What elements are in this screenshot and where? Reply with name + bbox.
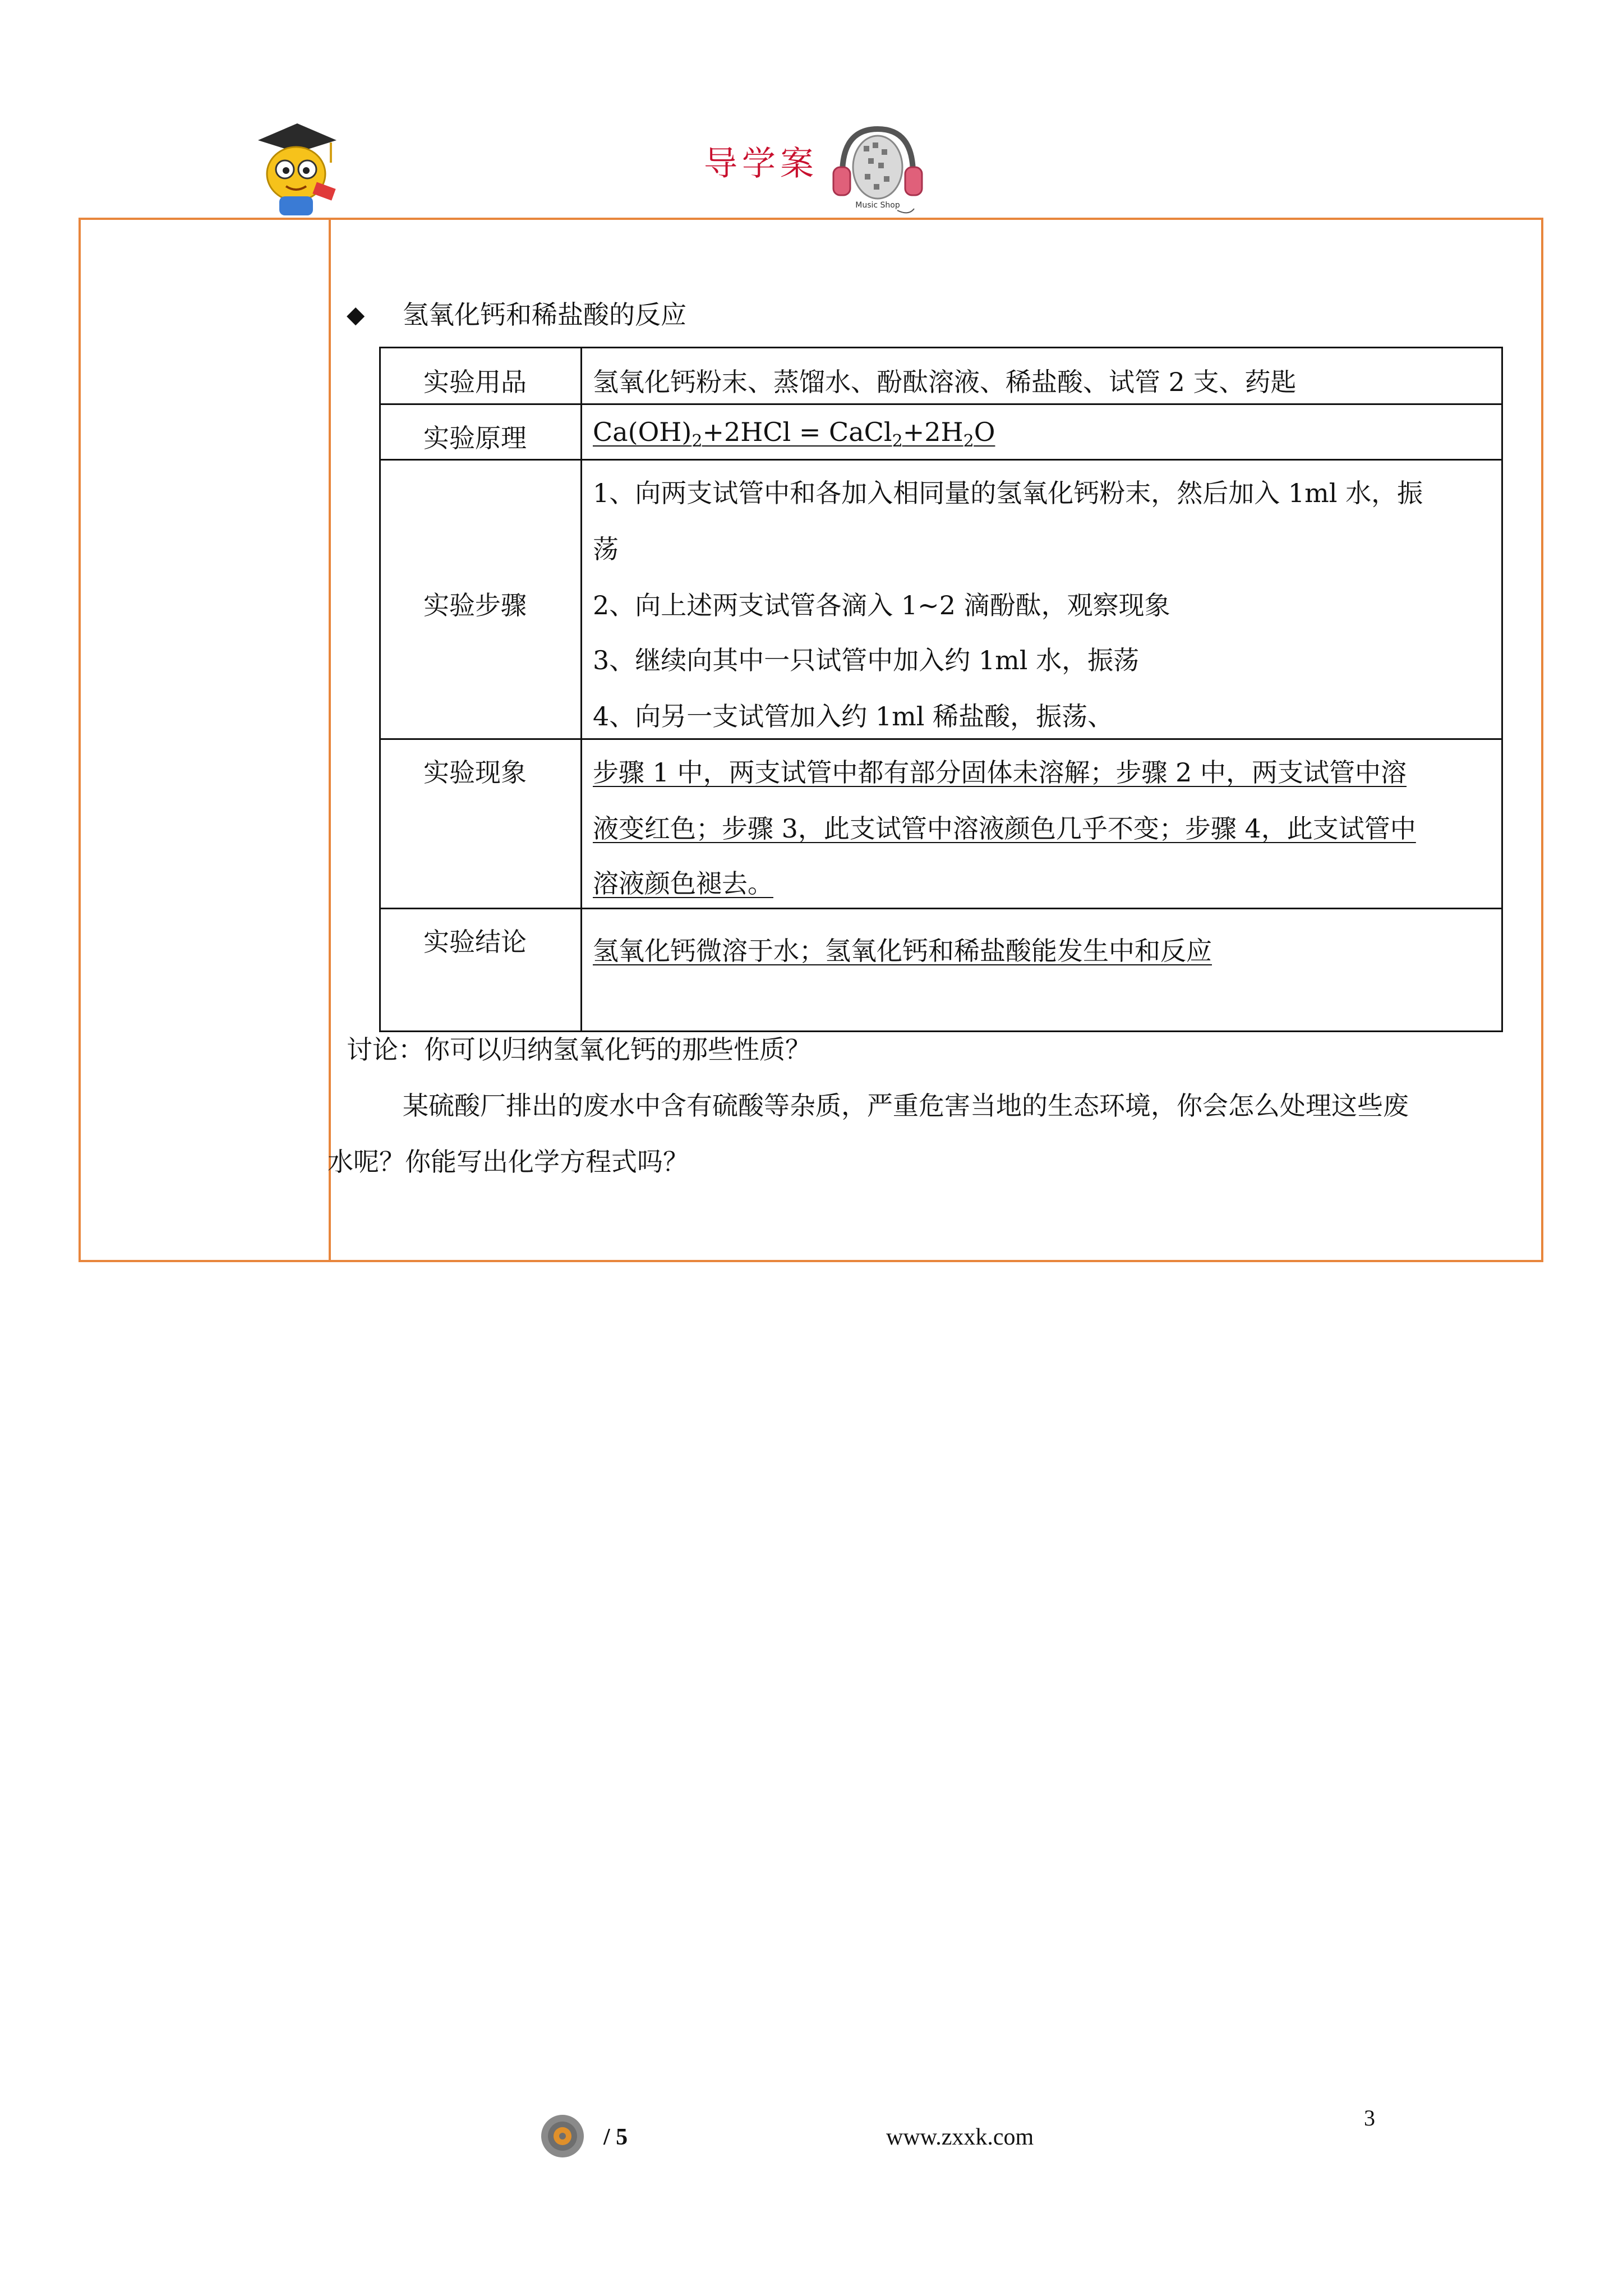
phenomena-line: 液变红色；步骤 3，此支试管中溶液颜色几乎不变；步骤 4，此支试管中	[593, 813, 1416, 844]
paragraph-line: 水呢？你能写出化学方程式吗？	[328, 1147, 689, 1177]
diamond-bullet-icon: ◆	[347, 301, 365, 328]
frame-divider	[329, 218, 331, 1262]
table-column-divider	[580, 348, 582, 1030]
table-row-divider	[381, 403, 1501, 405]
disc-icon	[540, 2114, 585, 2159]
paragraph-line: 某硫酸厂排出的废水中含有硫酸等杂质，严重危害当地的生态环境，你会怎么处理这些废	[403, 1091, 1409, 1121]
header-title: 导学案	[704, 144, 818, 183]
conclusion-text: 氢氧化钙微溶于水；氢氧化钙和稀盐酸能发生中和反应	[593, 936, 1212, 966]
step-line: 1、向两支试管中和各加入相同量的氢氧化钙粉末，然后加入 1ml 水，振	[593, 478, 1423, 508]
row-label-materials: 实验用品	[423, 367, 527, 397]
page-total: / 5	[603, 2124, 628, 2150]
step-line: 荡	[593, 534, 619, 564]
headphone-music-logo	[830, 118, 925, 219]
phenomena-line: 溶液颜色褪去。	[593, 868, 773, 899]
page-number: 3	[1364, 2105, 1375, 2131]
step-line: 2、向上述两支试管各滴入 1~2 滴酚酞，观察现象	[593, 590, 1170, 620]
table-row-divider	[381, 459, 1501, 461]
discussion-question: 讨论：你可以归纳氢氧化钙的那些性质？	[347, 1034, 811, 1065]
row-label-steps: 实验步骤	[423, 590, 527, 620]
row-label-principle: 实验原理	[423, 423, 527, 453]
table-row-divider	[381, 738, 1501, 740]
mascot-graduate-logo	[247, 118, 342, 219]
phenomena-line: 步骤 1 中，两支试管中都有部分固体未溶解；步骤 2 中，两支试管中溶	[593, 757, 1407, 788]
section-title: 氢氧化钙和稀盐酸的反应	[403, 300, 686, 330]
step-line: 3、继续向其中一只试管中加入约 1ml 水，振荡	[593, 645, 1140, 675]
materials-text: 氢氧化钙粉末、蒸馏水、酚酞溶液、稀盐酸、试管 2 支、药匙	[593, 367, 1297, 397]
row-label-conclusion: 实验结论	[423, 927, 527, 957]
svg-text:Music Shop: Music Shop	[855, 201, 900, 210]
table-row-divider	[381, 908, 1501, 909]
reaction-equation: $Ca(OH)_2+2HCl$ = $CaCl_2+2H_2O$	[593, 417, 995, 452]
site-url: www.zxxk.com	[886, 2124, 1034, 2150]
step-line: 4、向另一支试管加入约 1ml 稀盐酸，振荡、	[593, 701, 1114, 731]
row-label-phenomena: 实验现象	[423, 757, 527, 788]
experiment-table	[379, 347, 1503, 1032]
